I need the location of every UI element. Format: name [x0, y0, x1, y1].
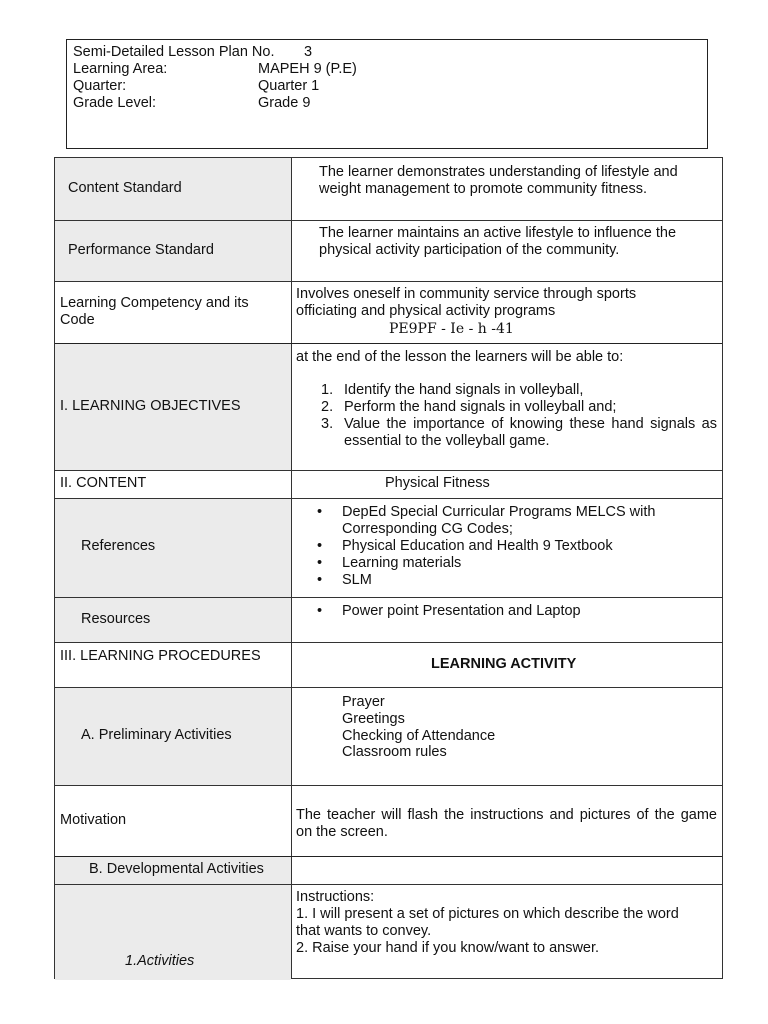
preliminary-label: A. Preliminary Activities — [81, 727, 232, 743]
learning-area-label: Learning Area: — [73, 61, 168, 77]
grade-level-label: Grade Level: — [73, 95, 157, 111]
preliminary-item: Greetings — [342, 711, 405, 727]
activities-label: 1.Activities — [125, 953, 195, 969]
quarter-value: Quarter 1 — [258, 78, 320, 94]
preliminary-item: Checking of Attendance — [342, 728, 496, 744]
content-standard-line-2: weight management to promote community fitness. — [319, 181, 648, 197]
objective-text: Perform the hand signals in volleyball and; — [344, 399, 617, 415]
row-divider — [55, 470, 722, 471]
bullet: • — [317, 572, 323, 588]
objectives-intro: at the end of the lesson the learners will be able to: — [296, 349, 624, 365]
performance-standard-label: Performance Standard — [68, 242, 214, 258]
resources-list — [317, 603, 697, 620]
activities-line-2: that wants to convey. — [296, 923, 432, 939]
row-divider — [55, 281, 722, 282]
content-label: II. CONTENT — [60, 475, 147, 491]
objective-item — [321, 399, 717, 416]
references-label: References — [81, 538, 156, 554]
motivation-text: The teacher will flash the instructions and pictures of the game on the screen. — [296, 807, 717, 840]
lesson-plan-header — [66, 39, 708, 149]
competency-code: PE9PF - Ie - h -41 — [389, 321, 514, 337]
competency-label-line-2: Code — [60, 312, 95, 328]
row-divider — [55, 343, 722, 344]
competency-label-line-1: Learning Competency and its — [60, 295, 249, 311]
row-divider — [55, 498, 722, 499]
lesson-plan-table — [54, 157, 723, 979]
row-divider — [55, 642, 722, 643]
bullet: • — [317, 603, 323, 619]
activities-line-3: 2. Raise your hand if you know/want to answer. — [296, 940, 600, 956]
plan-number-label: Semi-Detailed Lesson Plan No. — [73, 44, 275, 60]
row-divider — [55, 597, 722, 598]
reference-item — [317, 555, 687, 572]
row-divider — [55, 785, 722, 786]
procedures-label: III. LEARNING PROCEDURES — [60, 648, 261, 664]
objective-number: 3. — [321, 416, 334, 432]
reference-item — [317, 572, 687, 589]
content-value: Physical Fitness — [385, 475, 490, 491]
plan-number-value: 3 — [304, 44, 313, 60]
bullet: • — [317, 555, 323, 571]
competency-line-2: officiating and physical activity programs — [296, 303, 556, 319]
performance-standard-line-2: physical activity participation of the community. — [319, 242, 620, 258]
row-divider — [55, 220, 722, 221]
objective-item — [321, 416, 717, 450]
bullet: • — [317, 538, 323, 554]
row-divider — [55, 856, 722, 857]
reference-text: DepEd Special Curricular Programs MELCS with Corresponding CG Codes; — [342, 504, 656, 537]
resources-label: Resources — [81, 611, 151, 627]
row-divider — [55, 884, 722, 885]
objective-number: 2. — [321, 399, 334, 415]
activities-heading: Instructions: — [296, 889, 375, 905]
content-standard-line-1: The learner demonstrates understanding of lifestyle and — [319, 164, 678, 180]
preliminary-item: Classroom rules — [342, 744, 447, 760]
reference-text: Physical Education and Health 9 Textbook — [342, 538, 613, 554]
motivation-label: Motivation — [60, 812, 127, 828]
objective-text: Value the importance of knowing these hand signals as essential to the volleyball game. — [344, 416, 717, 449]
reference-item — [317, 538, 687, 555]
objectives-label: I. LEARNING OBJECTIVES — [60, 398, 241, 414]
quarter-label: Quarter: — [73, 78, 127, 94]
learning-activity-heading: LEARNING ACTIVITY — [431, 656, 577, 672]
resource-item — [317, 603, 697, 620]
reference-item — [317, 504, 687, 538]
competency-line-1: Involves oneself in community service through sports — [296, 286, 637, 302]
references-list — [317, 504, 687, 589]
reference-text: Learning materials — [342, 555, 462, 571]
resource-text: Power point Presentation and Laptop — [342, 603, 581, 619]
performance-standard-line-1: The learner maintains an active lifestyle to influence the — [319, 225, 677, 241]
content-standard-label: Content Standard — [68, 180, 182, 196]
developmental-label: B. Developmental Activities — [89, 861, 264, 877]
preliminary-item: Prayer — [342, 694, 385, 710]
objective-number: 1. — [321, 382, 334, 398]
activities-line-1: 1. I will present a set of pictures on which describe the word — [296, 906, 679, 922]
objective-text: Identify the hand signals in volleyball, — [344, 382, 584, 398]
objective-item — [321, 382, 717, 399]
row-divider — [55, 687, 722, 688]
learning-area-value: MAPEH 9 (P.E) — [258, 61, 357, 77]
objectives-list — [321, 382, 717, 450]
reference-text: SLM — [342, 572, 372, 588]
grade-level-value: Grade 9 — [258, 95, 311, 111]
bullet: • — [317, 504, 323, 520]
